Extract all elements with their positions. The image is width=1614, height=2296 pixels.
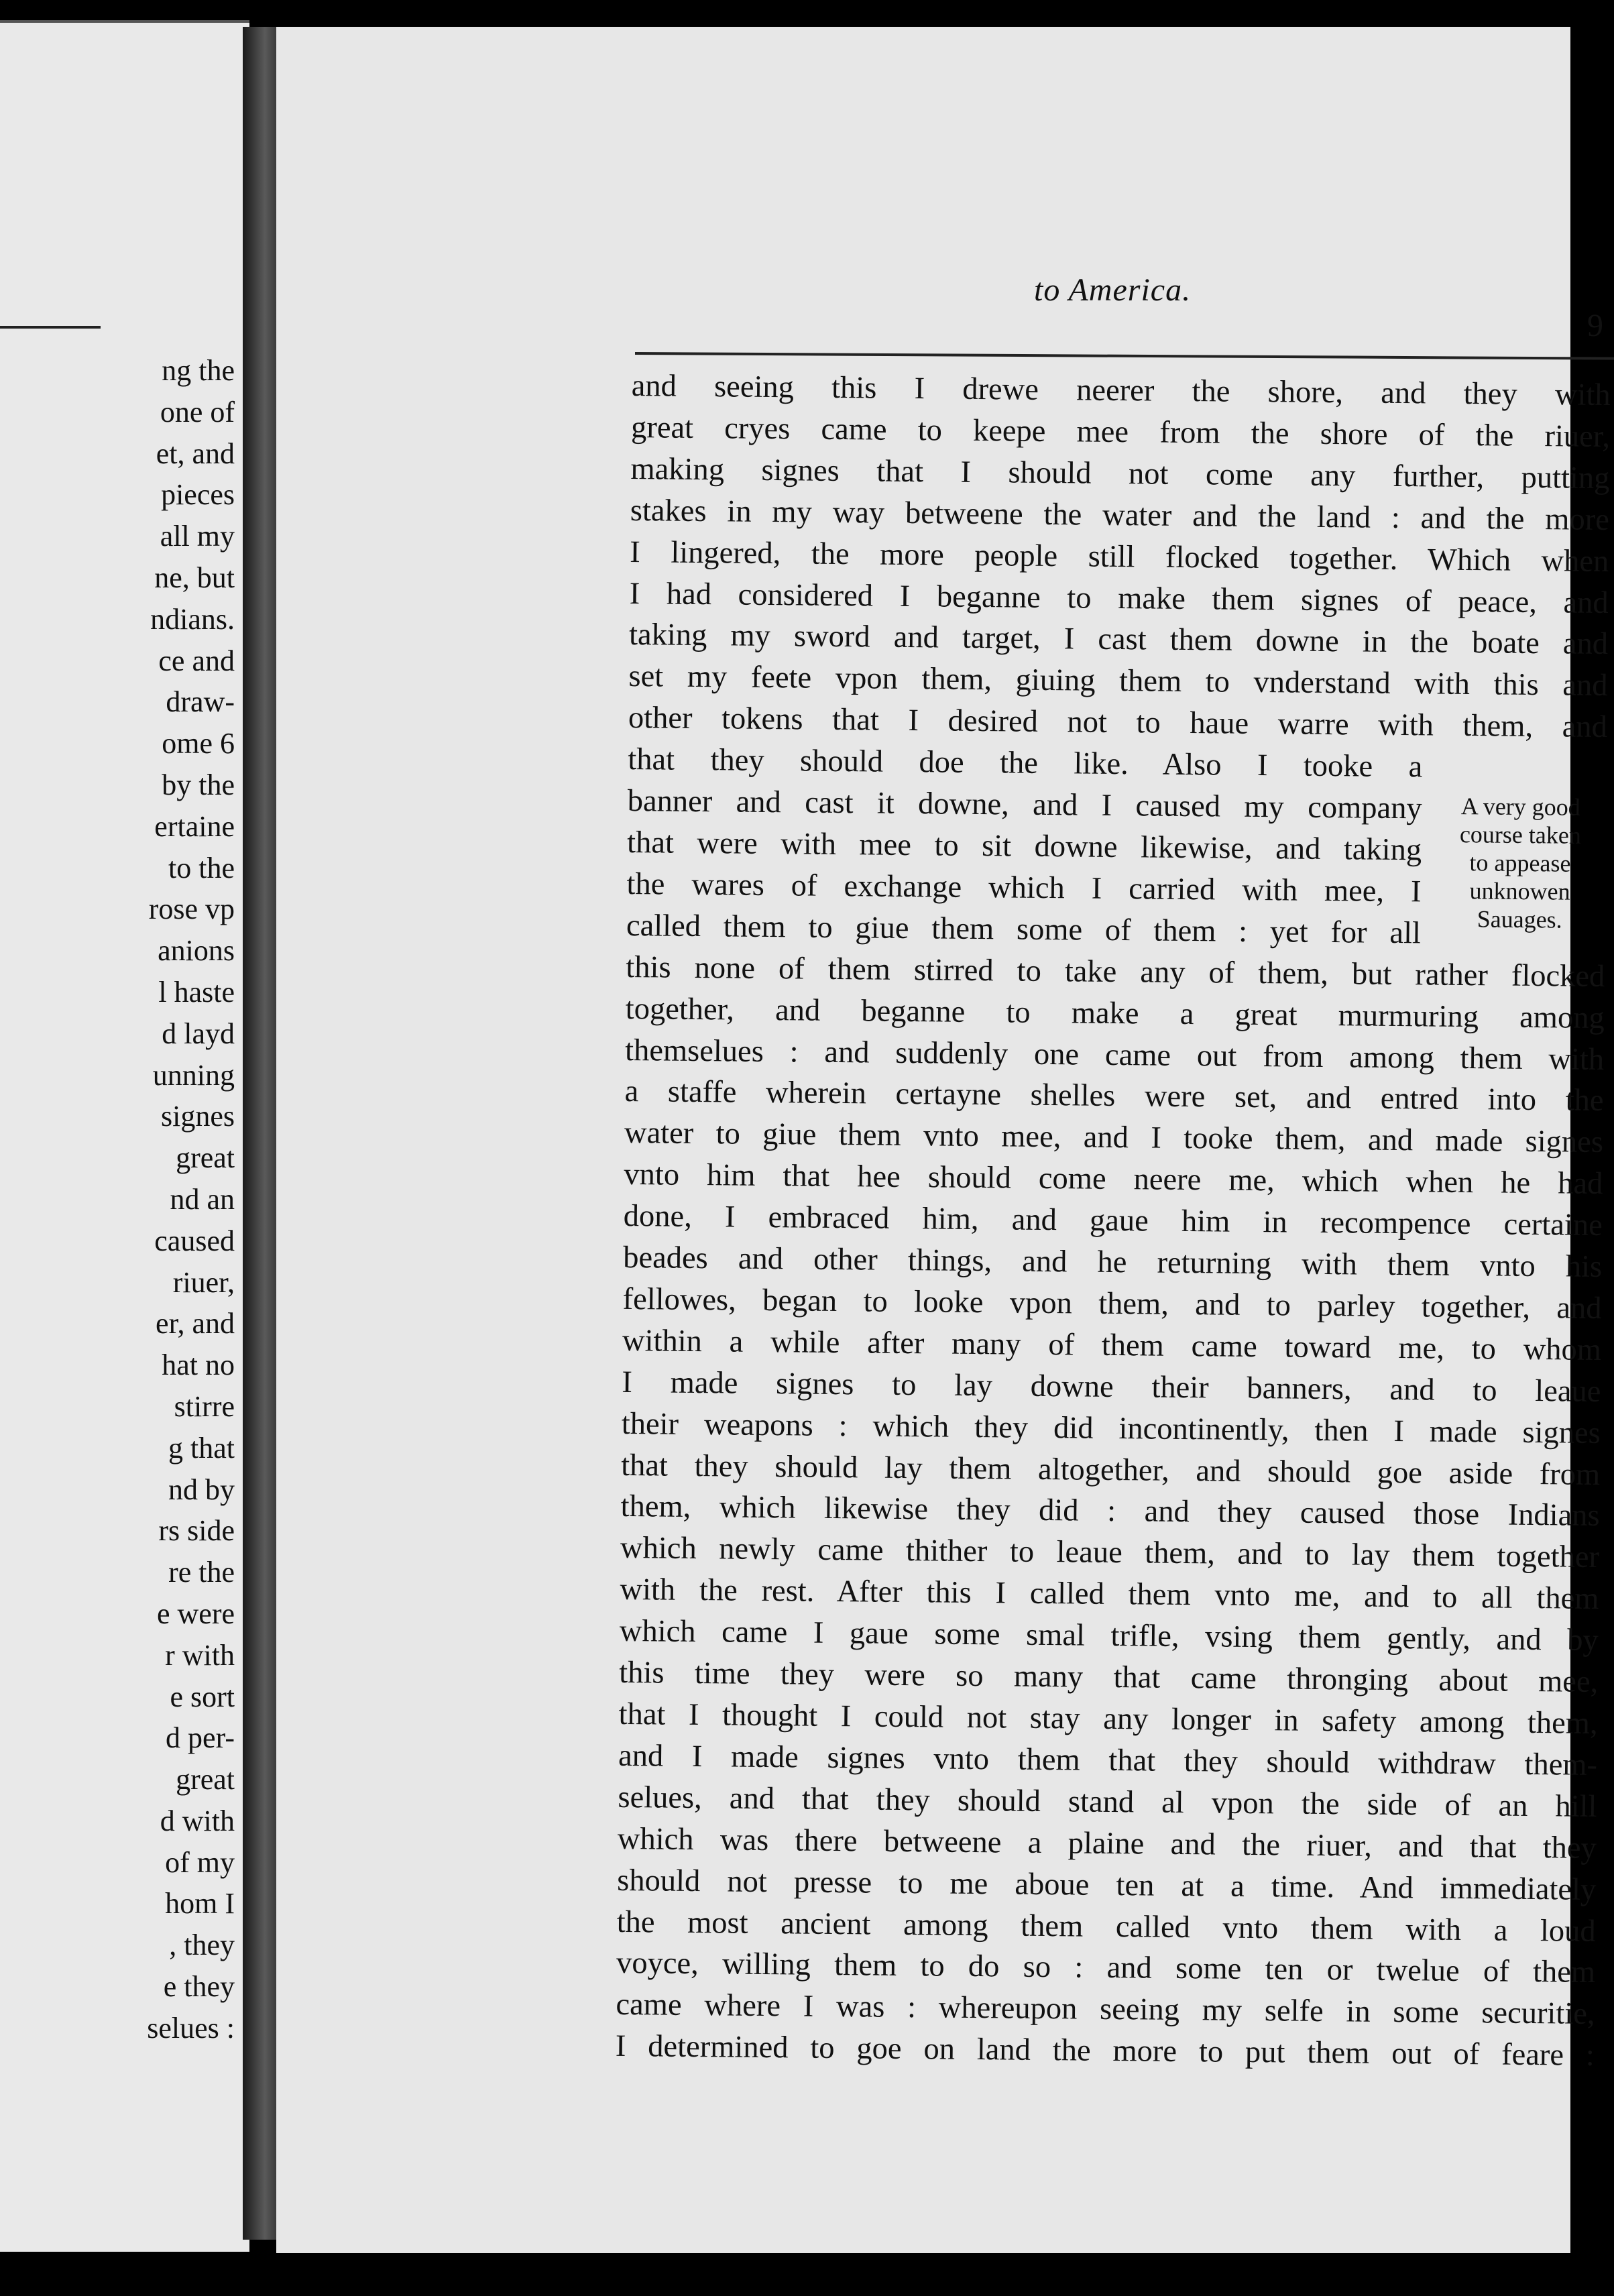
- left-line: pieces: [161, 478, 235, 512]
- text-line: the most ancient among them called vnto them with a loud: [616, 1904, 1596, 1949]
- left-line: e they: [163, 1970, 235, 2004]
- left-line: unning: [152, 1058, 235, 1092]
- text-line: banner and cast it downe, and I caused my company: [627, 784, 1422, 826]
- text-line: water to giue them vnto mee, and I tooke them, and made signes: [624, 1116, 1604, 1160]
- left-head-rule: [0, 326, 101, 329]
- left-line: er, and: [156, 1307, 235, 1340]
- left-line: , they: [169, 1929, 235, 1962]
- text-line: I had considered I beganne to make them signes of peace, and: [629, 576, 1609, 620]
- left-line: et, and: [156, 437, 235, 470]
- text-line: that they should doe the like. Also I tooke a: [628, 742, 1423, 785]
- head-rule: [635, 352, 1614, 360]
- page-number: 9: [1587, 308, 1603, 343]
- left-line: ng the: [162, 354, 235, 387]
- left-line: ce and: [158, 644, 235, 677]
- text-line: together, and beganne to make a great murmuring among: [625, 991, 1605, 1035]
- left-line: nd an: [170, 1182, 235, 1216]
- left-line: stirre: [174, 1389, 235, 1423]
- left-line: nd by: [168, 1473, 235, 1506]
- marginal-note-line: Sauages.: [1477, 905, 1562, 933]
- text-line: a staffe wherein certayne shelles were set, and entred into the: [624, 1074, 1604, 1118]
- text-line: called them to giue them some of them : yet for all: [626, 908, 1422, 951]
- left-line: anions: [158, 934, 235, 968]
- left-line: by the: [162, 768, 235, 801]
- text-line: which was there betweene a plaine and the riuer, and that they: [617, 1821, 1597, 1866]
- text-line: which came I gaue some smal trifle, vsing them gently, and by: [619, 1614, 1599, 1658]
- left-line: g that: [168, 1431, 235, 1465]
- text-line: and I made signes vnto them that they should withdraw them-: [618, 1738, 1598, 1782]
- left-facing-page: [0, 20, 249, 2252]
- left-line: of my: [165, 1845, 235, 1879]
- text-line: that I thought I could not stay any longer in safety among them,: [618, 1697, 1598, 1741]
- left-line: l haste: [158, 975, 235, 1009]
- text-line: the wares of exchange which I carried with mee, I: [626, 866, 1422, 909]
- text-line: beades and other things, and he returning with them vnto his: [622, 1240, 1603, 1284]
- text-line: came where I was : whereupon seeing my selfe in some securitie,: [616, 1988, 1595, 2032]
- text-line: their weapons : which they did incontinently, then I made signes: [621, 1406, 1601, 1450]
- left-line: hat no: [162, 1348, 235, 1382]
- left-line: ndians.: [150, 602, 235, 636]
- text-line: that they should lay them altogether, and should goe aside from: [621, 1448, 1601, 1492]
- left-line: ome 6: [162, 727, 235, 760]
- left-line: rs side: [158, 1514, 235, 1548]
- text-line: should not presse to me aboue ten at a time. And immediately: [617, 1863, 1597, 1907]
- left-line: d layd: [162, 1017, 235, 1050]
- text-line: set my feete vpon them, giuing them to vnderstand with this and: [628, 659, 1608, 703]
- text-line: that were with mee to sit downe likewise, and taking: [626, 825, 1422, 868]
- left-line: d with: [160, 1804, 235, 1837]
- left-line: d per-: [166, 1721, 235, 1755]
- marginal-note: [1436, 792, 1605, 934]
- left-line: selues :: [147, 2011, 235, 2045]
- text-line: great cryes came to keepe mee from the shore of the riuer,: [630, 410, 1611, 454]
- left-page-text: [7, 350, 235, 2049]
- left-line: hom I: [165, 1887, 235, 1920]
- text-line: themselues : and suddenly one came out from among them with: [624, 1033, 1605, 1077]
- text-line: done, I embraced him, and gaue him in recompence certaine: [623, 1199, 1603, 1243]
- text-line: I determined to goe on land the more to put them out of feare :: [615, 2029, 1595, 2073]
- text-line: selues, and that they should stand al vpon the side of an hill: [618, 1780, 1597, 1824]
- text-line: vnto him that hee should come neere me, which when he had: [624, 1157, 1603, 1202]
- left-line: re the: [168, 1556, 235, 1589]
- marginal-note-line: course taken: [1459, 821, 1582, 849]
- left-line: draw-: [166, 685, 235, 719]
- left-line: ne, but: [154, 561, 235, 594]
- text-line: I made signes to lay downe their banners, and to leaue: [622, 1365, 1601, 1409]
- left-line: ertaine: [154, 809, 235, 843]
- marginal-note-line: A very good: [1460, 793, 1580, 821]
- right-page: [276, 27, 1611, 2253]
- left-line: caused: [154, 1224, 235, 1257]
- left-line: e sort: [170, 1680, 235, 1713]
- left-line: great: [176, 1141, 235, 1175]
- text-line: them, which likewise they did : and they caused those Indians: [620, 1489, 1600, 1534]
- marginal-note-line: unknowen: [1469, 877, 1570, 905]
- text-line: with the rest. After this I called them vnto me, and to all them: [620, 1572, 1599, 1617]
- text-line: and seeing this I drewe neerer the shore, and they with: [631, 368, 1611, 413]
- left-line: great: [176, 1763, 235, 1796]
- left-line: e were: [156, 1597, 235, 1630]
- text-line: which newly came thither to leaue them, and to lay them together: [620, 1531, 1600, 1575]
- text-line: this time they were so many that came thronging about mee,: [619, 1656, 1599, 1700]
- text-line: fellowes, began to looke vpon them, and to parley together, and: [622, 1281, 1602, 1326]
- text-line: within a while after many of them came toward me, to whom: [622, 1323, 1602, 1367]
- left-line: all my: [160, 520, 235, 553]
- text-line: voyce, willing them to do so : and some ten or twelue of them: [616, 1946, 1596, 1990]
- left-line: rose vp: [148, 893, 235, 926]
- left-line: to the: [168, 851, 235, 884]
- running-head: to America.: [1034, 272, 1192, 308]
- left-line: one of: [160, 395, 235, 428]
- marginal-note-line: to appease: [1469, 849, 1571, 877]
- text-line: other tokens that I desired not to haue warre with them, and: [628, 701, 1608, 745]
- left-line: riuer,: [172, 1265, 235, 1299]
- text-line: taking my sword and target, I cast them downe in the boate and: [628, 618, 1609, 662]
- text-line: this none of them stirred to take any of them, but rather flocked: [626, 950, 1605, 994]
- left-line: signes: [161, 1100, 235, 1133]
- text-line: making signes that I should not come any further, putting: [630, 451, 1610, 496]
- text-line: stakes in my way betweene the water and the land : and the more: [630, 493, 1610, 537]
- body-text: [616, 365, 1611, 2077]
- left-line: r with: [165, 1638, 235, 1672]
- text-line: I lingered, the more people still flocked together. Which when: [630, 534, 1609, 579]
